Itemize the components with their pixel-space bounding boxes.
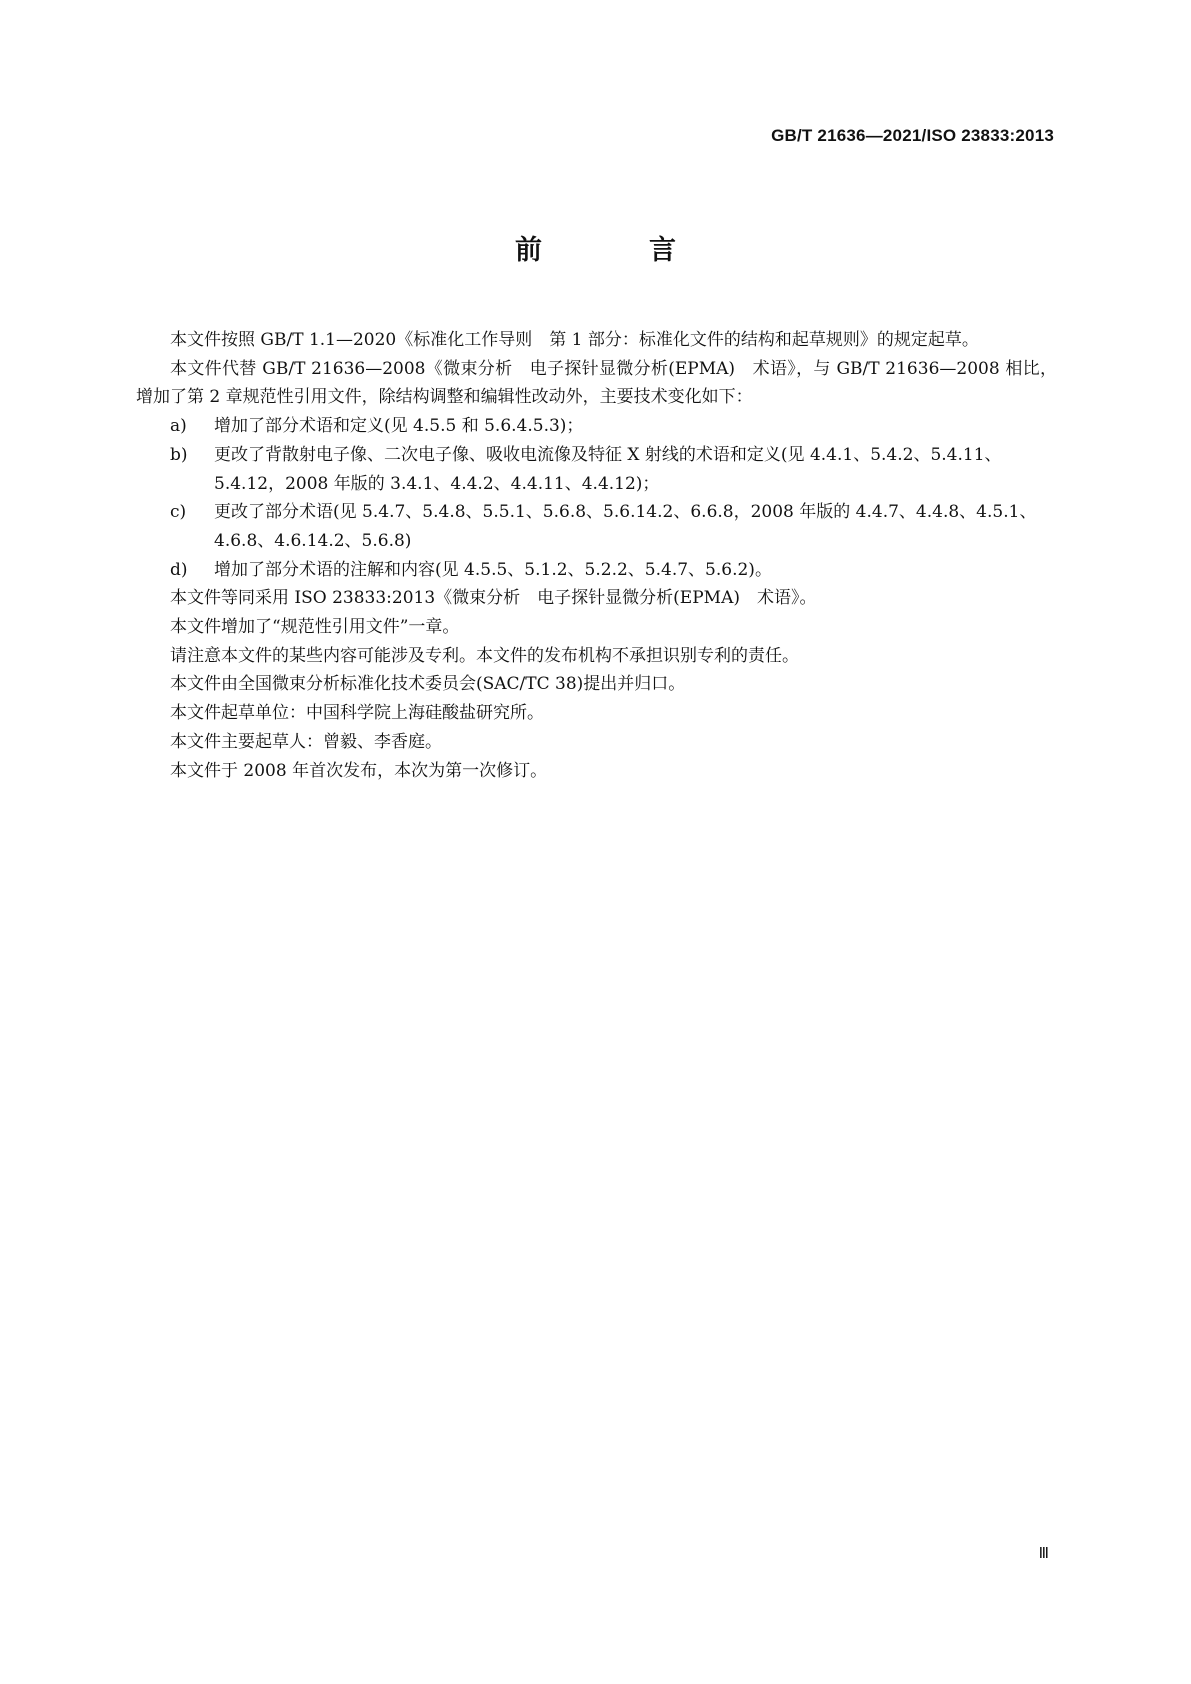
foreword-body bbox=[136, 326, 1057, 785]
paragraph-identical-adoption: 本文件等同采用 ISO 23833:2013《微束分析 电子探针显微分析(EPMA) 术语》。 bbox=[170, 588, 817, 609]
paragraph-added-chapter: 本文件增加了“规范性引用文件”一章。 bbox=[170, 617, 460, 638]
paragraph-drafting-rules: 本文件按照 GB/T 1.1—2020《标准化工作导则 第 1 部分：标准化文件的结构和起草规则》的规定起草。 bbox=[170, 330, 979, 350]
paragraph-drafting-unit: 本文件起草单位：中国科学院上海硅酸盐研究所。 bbox=[170, 703, 544, 724]
paragraph-drafters: 本文件主要起草人：曾毅、李香庭。 bbox=[170, 731, 442, 752]
change-item-text: 更改了部分术语(见 5.4.7、5.4.8、5.5.1、5.6.8、5.6.14.2、6.6.8，2008 年版的 4.4.7、4.4.8、4.5.1、4.6.8、4.6.14.2、5.6.8) bbox=[214, 502, 1037, 551]
page-number: Ⅲ bbox=[1038, 1546, 1049, 1562]
change-item-label: d) bbox=[170, 559, 188, 580]
change-item bbox=[136, 412, 1057, 441]
page-title: 前 言 bbox=[515, 235, 716, 266]
standard-code-header: GB/T 21636—2021/ISO 23833:2013 bbox=[771, 126, 1054, 145]
change-item bbox=[136, 441, 1057, 498]
change-item bbox=[136, 498, 1057, 555]
change-item-text: 增加了部分术语的注解和内容(见 4.5.5、5.1.2、5.2.2、5.4.7、5.6.2)。 bbox=[214, 559, 772, 580]
paragraph-patent-notice: 请注意本文件的某些内容可能涉及专利。本文件的发布机构不承担识别专利的责任。 bbox=[170, 645, 799, 666]
change-item-label: a) bbox=[170, 416, 187, 437]
paragraph-proposer: 本文件由全国微束分析标准化技术委员会(SAC/TC 38)提出并归口。 bbox=[170, 674, 686, 695]
change-item-text: 增加了部分术语和定义(见 4.5.5 和 5.6.4.5.3)； bbox=[214, 416, 584, 437]
change-item-label: c) bbox=[170, 502, 187, 523]
paragraph-replaces: 本文件代替 GB/T 21636—2008《微束分析 电子探针显微分析(EPMA) 术语》，与 GB/T 21636—2008 相比，增加了第 2 章规范性引用文件，除结构调整和编辑性改动外，主要技术变化如下： bbox=[136, 358, 1057, 408]
change-item-text: 更改了背散射电子像、二次电子像、吸收电流像及特征 X 射线的术语和定义(见 4.4.1、5.4.2、5.4.11、5.4.12，2008 年版的 3.4.1、4.4.2、4.4.11、4.4.12)； bbox=[214, 444, 1002, 494]
change-item bbox=[136, 556, 1057, 585]
paragraph-publication-history: 本文件于 2008 年首次发布，本次为第一次修订。 bbox=[170, 760, 548, 781]
change-item-label: b) bbox=[170, 444, 188, 465]
